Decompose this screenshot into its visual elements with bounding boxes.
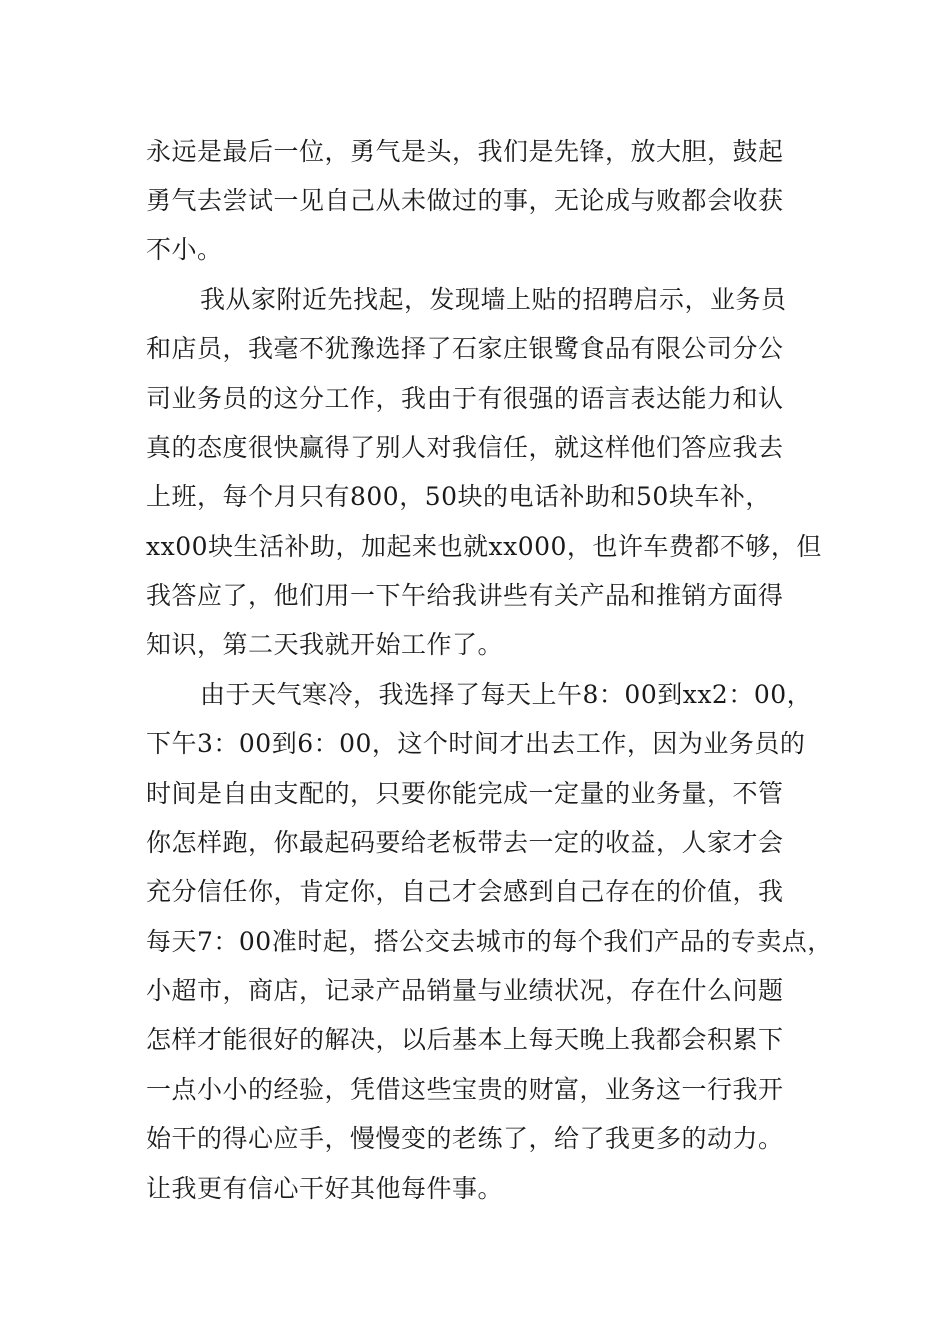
text-line: 上班，每个月只有800，50块的电话补助和50块车补， — [146, 482, 771, 511]
text-line: 每天7：00准时起，搭公交去城市的每个我们产品的专卖点， — [146, 927, 833, 956]
text-line: 一点小小的经验，凭借这些宝贵的财富，业务这一行我开 — [146, 1075, 784, 1104]
text-line: 始干的得心应手，慢慢变的老练了，给了我更多的动力。 — [146, 1124, 784, 1153]
text-line: 真的态度很快赢得了别人对我信任，就这样他们答应我去 — [146, 433, 784, 462]
text-line: 怎样才能很好的解决，以后基本上每天晚上我都会积累下 — [146, 1025, 784, 1054]
text-line: 你怎样跑，你最起码要给老板带去一定的收益，人家才会 — [146, 828, 784, 857]
text-line: 不小。 — [146, 235, 223, 264]
paragraph-first-line: 我从家附近先找起，发现墙上贴的招聘启示，业务员 — [200, 285, 787, 314]
paragraph-first-line: 由于天气寒冷，我选择了每天上午8：00到xx2：00， — [200, 680, 813, 709]
text-line: 下午3：00到6：00，这个时间才出去工作，因为业务员的 — [146, 729, 806, 758]
text-line: 我答应了，他们用一下午给我讲些有关产品和推销方面得 — [146, 581, 784, 610]
text-line: 让我更有信心干好其他每件事。 — [146, 1174, 504, 1203]
text-line: 和店员，我毫不犹豫选择了石家庄银鹭食品有限公司分公 — [146, 334, 784, 363]
text-line: 小超市，商店，记录产品销量与业绩状况，存在什么问题 — [146, 976, 784, 1005]
text-line: 永远是最后一位，勇气是头，我们是先锋，放大胆，鼓起 — [146, 137, 784, 166]
text-line: 司业务员的这分工作，我由于有很强的语言表达能力和认 — [146, 384, 784, 413]
text-line: 知识，第二天我就开始工作了。 — [146, 630, 504, 659]
text-line: 勇气去尝试一见自己从未做过的事，无论成与败都会收获 — [146, 186, 784, 215]
text-line: xx00块生活补助，加起来也就xx000，也许车费都不够，但 — [146, 532, 822, 561]
text-line: 充分信任你，肯定你，自己才会感到自己存在的价值，我 — [146, 877, 784, 906]
text-line: 时间是自由支配的，只要你能完成一定量的业务量，不管 — [146, 779, 784, 808]
